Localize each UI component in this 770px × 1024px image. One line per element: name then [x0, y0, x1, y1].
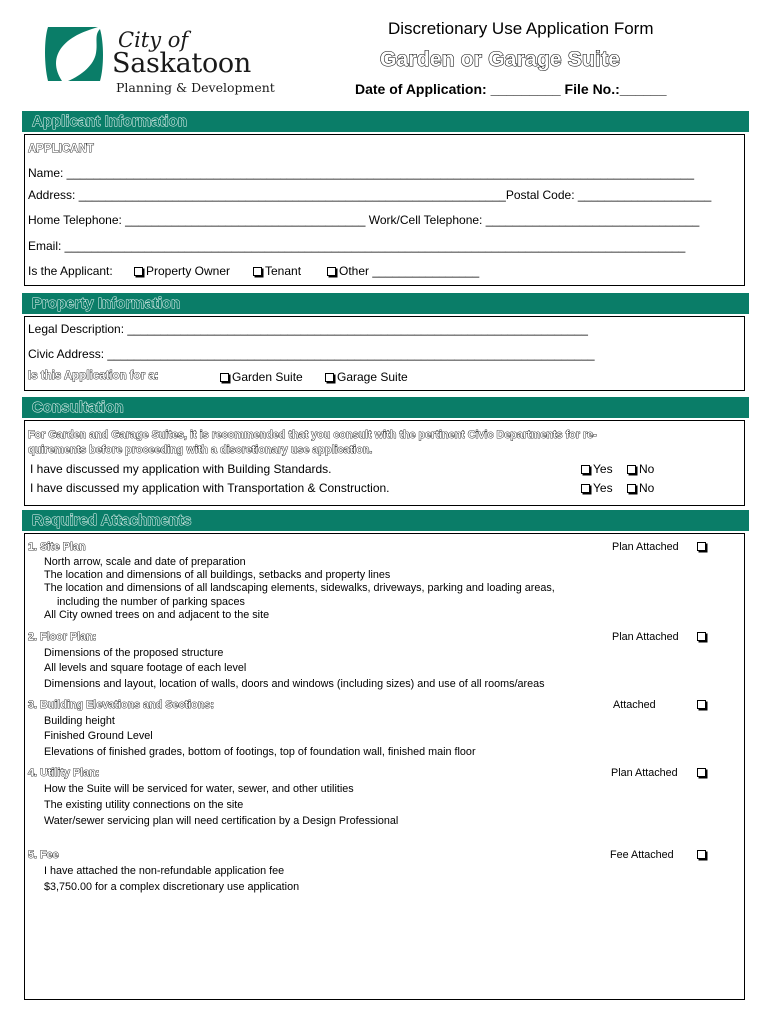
list-item: Building height — [44, 715, 115, 727]
list-item: North arrow, scale and date of preparation — [44, 556, 246, 568]
checkbox-icon[interactable] — [327, 267, 336, 276]
logo-department: Planning & Development — [116, 80, 275, 95]
attachment-status-floor-plan: Plan Attached — [612, 631, 679, 643]
list-item: I have attached the non-refundable application fee — [44, 865, 285, 877]
list-item: Dimensions of the proposed structure — [44, 647, 224, 659]
is-applicant-label: Is the Applicant: — [28, 264, 113, 278]
list-item: $3,750.00 for a complex discretionary use application — [44, 881, 300, 893]
other-option[interactable]: Other ________________ — [327, 264, 479, 278]
consult-building-no[interactable]: No — [627, 462, 654, 476]
checkbox-icon[interactable] — [627, 484, 636, 493]
attachment-status-elevations: Attached — [613, 699, 656, 711]
list-item: Dimensions and layout, location of walls, doors and windows (including sizes) and use of all rooms/areas — [44, 678, 545, 690]
attachment-status-fee: Fee Attached — [610, 849, 674, 861]
consult-building-yes[interactable]: Yes — [581, 462, 613, 476]
attachments-section-title: Required Attachments — [32, 512, 192, 529]
consult-transportation: I have discussed my application with Transportation & Construction. — [30, 481, 390, 495]
list-item: Elevations of finished grades, bottom of footings, top of foundation wall, finished main floor — [44, 746, 476, 758]
consultation-section-title: Consultation — [32, 399, 124, 416]
attachment-heading-site-plan: 1. Site Plan — [28, 541, 86, 553]
list-item: All City owned trees on and adjacent to the site — [44, 609, 270, 621]
checkbox-icon[interactable] — [697, 542, 706, 551]
checkbox-icon[interactable] — [581, 465, 590, 474]
address-field[interactable]: Address: ________________________________________________________________Postal Code: ____________________ — [28, 188, 712, 202]
list-item: The location and dimensions of all landscaping elements, sidewalks, driveways, parking and loading areas, — [44, 582, 555, 594]
attachment-heading-fee: 5. Fee — [28, 849, 59, 861]
consult-transport-yes[interactable]: Yes — [581, 481, 613, 495]
garage-suite-option[interactable]: Garage Suite — [325, 370, 408, 384]
list-item: The location and dimensions of all buildings, setbacks and property lines — [44, 569, 391, 581]
checkbox-icon[interactable] — [627, 465, 636, 474]
list-item: All levels and square footage of each level — [44, 662, 247, 674]
consult-transport-no[interactable]: No — [627, 481, 654, 495]
checkbox-icon[interactable] — [220, 373, 229, 382]
consultation-note-line1: For Garden and Garage Suites, it is recommended that you consult with the pertinent Civic Departments for re- — [28, 429, 597, 441]
consultation-section-bar — [22, 397, 749, 418]
list-item: The existing utility connections on the site — [44, 799, 244, 811]
checkbox-icon[interactable] — [325, 373, 334, 382]
civic-address-field[interactable]: Civic Address: _________________________________________________________________________ — [28, 347, 595, 361]
form-title: Discretionary Use Application Form — [388, 19, 654, 38]
applicant-heading: APPLICANT — [28, 143, 94, 155]
checkbox-icon[interactable] — [697, 632, 706, 641]
telephone-fields[interactable]: Home Telephone: ____________________________________ Work/Cell Telephone: ________________________________ — [28, 213, 700, 227]
attachment-status-site-plan: Plan Attached — [612, 541, 679, 553]
logo-city-of: City of — [118, 28, 189, 52]
checkbox-icon[interactable] — [134, 267, 143, 276]
checkbox-icon[interactable] — [697, 850, 706, 859]
tenant-option[interactable]: Tenant — [253, 264, 301, 278]
property-owner-option[interactable]: Property Owner — [134, 264, 230, 278]
checkbox-icon[interactable] — [697, 700, 706, 709]
checkbox-icon[interactable] — [581, 484, 590, 493]
applicant-section-title: Applicant Information — [32, 113, 187, 130]
list-item: including the number of parking spaces — [57, 596, 245, 608]
consult-building-standards: I have discussed my application with Building Standards. — [30, 462, 332, 476]
city-of-saskatoon-logo-mark — [42, 25, 106, 83]
logo-saskatoon: Saskatoon — [112, 48, 251, 79]
name-field[interactable]: Name: ______________________________________________________________________________________________ — [28, 166, 695, 180]
checkbox-icon[interactable] — [253, 267, 262, 276]
attachment-heading-floor-plan: 2. Floor Plan: — [28, 631, 97, 643]
property-section-title: Property Information — [32, 295, 181, 312]
list-item: Water/sewer servicing plan will need certification by a Design Professional — [44, 815, 399, 827]
legal-description-field[interactable]: Legal Description: _____________________________________________________________________ — [28, 322, 588, 336]
attachment-status-utility-plan: Plan Attached — [611, 767, 678, 779]
garden-suite-option[interactable]: Garden Suite — [220, 370, 303, 384]
list-item: How the Suite will be serviced for water, sewer, and other utilities — [44, 783, 354, 795]
date-and-file-line[interactable]: Date of Application: _________ File No.:______ — [355, 81, 667, 97]
attachment-heading-utility-plan: 4. Utility Plan: — [28, 767, 100, 779]
attachment-heading-elevations: 3. Building Elevations and Sections: — [28, 699, 214, 711]
form-subtitle: Garden or Garage Suite — [380, 48, 621, 71]
checkbox-icon[interactable] — [697, 768, 706, 777]
list-item: Finished Ground Level — [44, 730, 153, 742]
consultation-note-line2: quirements before proceeding with a discretionary use application. — [28, 444, 373, 456]
application-for-label: Is this Application for a: — [28, 370, 159, 382]
email-field[interactable]: Email: _____________________________________________________________________________________________ — [28, 239, 686, 253]
